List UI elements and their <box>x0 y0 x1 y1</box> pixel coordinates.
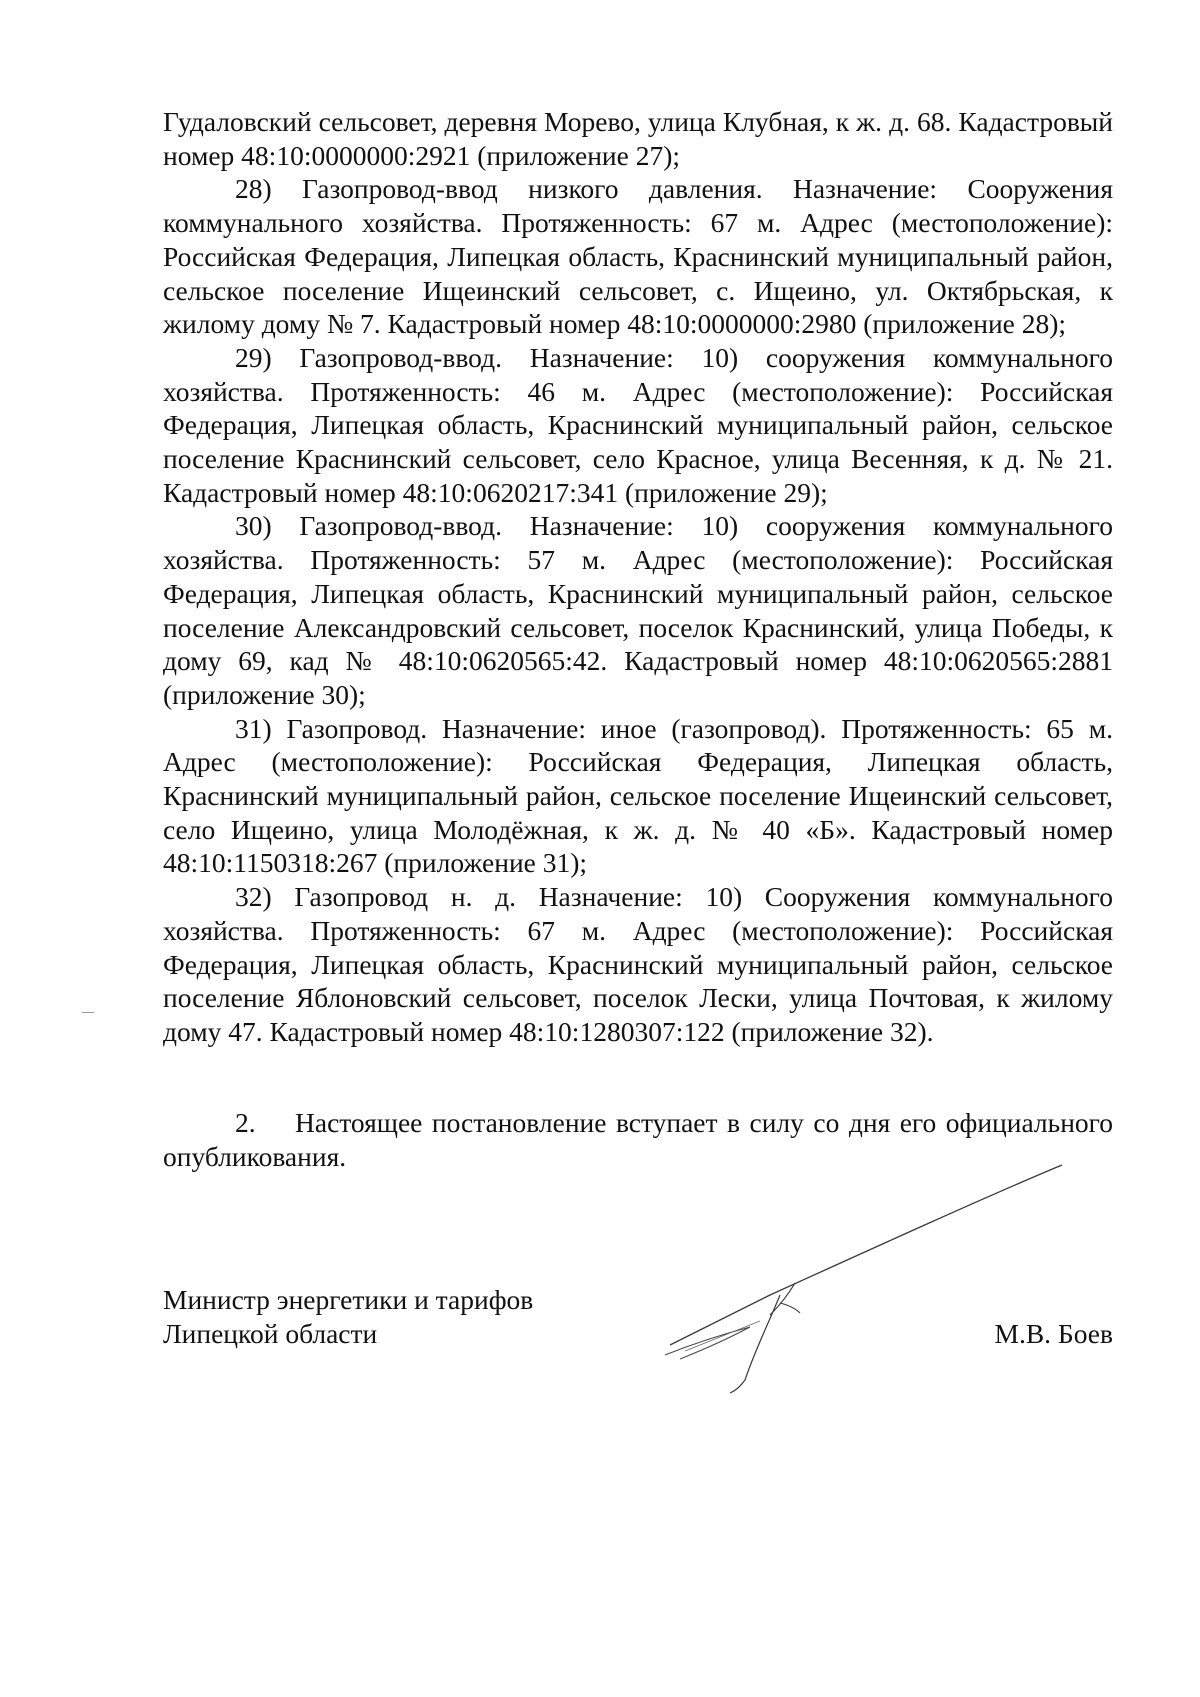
list-item: 28) Газопровод-ввод низкого давления. Назначение: Сооружения коммунального хозяйства. Протяженность: 67 м. Адрес (местоположение): Российская Федерация, Липецкая область, Краснинский муниципальный район, сельское поселение Ищеинский сельсовет, с. Ищеино, ул. Октябрьская, к жилому дому № 7. Кадастровый номер 48:10:0000000:2980 (приложение 28); <box>163 173 1113 340</box>
list-item: 31) Газопровод. Назначение: иное (газопровод). Протяженность: 65 м. Адрес (местоположение): Российская Федерация, Липецкая область, Краснинский муниципальный район, сельское поселение Ищеинский сельсовет, село Ищеино, улица Молодёжная, к ж. д. № 40 «Б». Кадастровый номер 48:10:1150318:267 (приложение 31); <box>163 712 1113 879</box>
handwritten-signature <box>630 1155 1080 1395</box>
signatory-name: М.В. Боев <box>994 1318 1113 1349</box>
signatory-title-line: Министр энергетики и тарифов <box>163 1284 534 1315</box>
clause-text: Настоящее постановление вступает в силу со дня его официального опубликования. <box>163 1107 1113 1172</box>
signatory-title-line: Липецкой области <box>163 1317 378 1349</box>
clause-number: 2. <box>235 1107 256 1138</box>
margin-mark <box>82 1012 94 1013</box>
list-item: 30) Газопровод-ввод. Назначение: 10) сооружения коммунального хозяйства. Протяженность: 57 м. Адрес (местоположение): Российская Федерация, Липецкая область, Краснинский муниципальный район, сельское поселение Александровский сельсовет, поселок Краснинский, улица Победы, к дому 69, кад № 48:10:0620565:42. Кадастровый номер 48:10:0620565:2881 (приложение 30); <box>163 510 1113 710</box>
list-item: 32) Газопровод н. д. Назначение: 10) Сооружения коммунального хозяйства. Протяженность: 67 м. Адрес (местоположение): Российская Федерация, Липецкая область, Краснинский муниципальный район, сельское поселение Яблоновский сельсовет, поселок Лески, улица Почтовая, к жилому дому 47. Кадастровый номер 48:10:1280307:122 (приложение 32). <box>163 881 1113 1047</box>
list-body <box>163 105 1113 1049</box>
signatory-title <box>163 1283 533 1350</box>
list-item: 29) Газопровод-ввод. Назначение: 10) сооружения коммунального хозяйства. Протяженность: 46 м. Адрес (местоположение): Российская Федерация, Липецкая область, Краснинский муниципальный район, сельское поселение Краснинский сельсовет, село Красное, улица Весенняя, к д. № 21. Кадастровый номер 48:10:0620217:341 (приложение 29); <box>163 341 1113 508</box>
continuation-paragraph: Гудаловский сельсовет, деревня Морево, улица Клубная, к ж. д. 68. Кадастровый номер 48:10:0000000:2921 (приложение 27); <box>163 106 1113 171</box>
